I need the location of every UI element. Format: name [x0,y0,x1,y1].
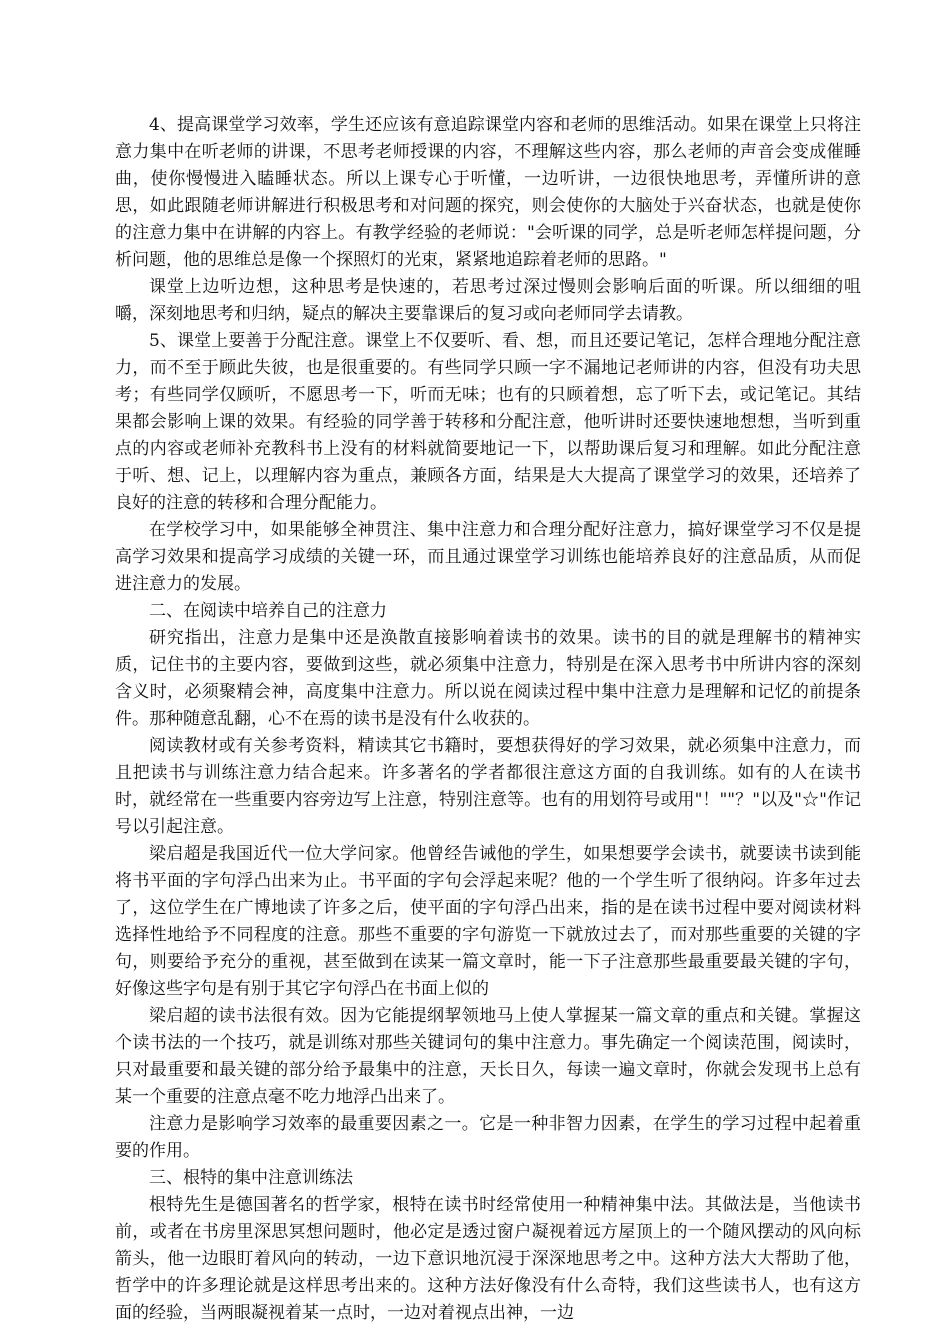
paragraph-5-distribute-attention: 5、课堂上要善于分配注意。课堂上不仅要听、看、想，而且还要记笔记，怎样合理地分配注意力，而不至于顾此失彼，也是很重要的。有些同学只顾一字不漏地记老师讲的内容，但没有功夫思考；有些同学仅顾听，不愿思考一下，听而无味；也有的只顾着想，忘了听下去，或记笔记。其结果都会影响上课的效果。有经验的同学善于转移和分配注意，他听讲时还要快速地想想，当听到重点的内容或老师补充教科书上没有的材料就简要地记一下，以帮助课后复习和理解。如此分配注意于听、想、记上，以理解内容为重点，兼顾各方面，结果是大大提高了课堂学习的效果，还培养了良好的注意的转移和合理分配能力。 [115,331,861,513]
paragraph-gent-method: 根特先生是德国著名的哲学家，根特在读书时经常使用一种精神集中法。其做法是，当他读书前，或者在书房里深思冥想问题时，他必定是透过窗户凝视着远方屋顶上的一个随风摆动的风向标箭头，他一边眼盯着风向的转动，一边下意识地沉浸于深深地思考之中。这种方法大大帮助了他，哲学中的许多理论就是这样思考出来的。这种方法好像没有什么奇特，我们这些读书人，也有这方面的经验，当两眼凝视着某一点时，一边对着视点出神，一边 [115,1195,861,1323]
section-heading-gent-training: 三、根特的集中注意训练法 [149,1168,353,1188]
paragraph-school-learning: 在学校学习中，如果能够全神贯注、集中注意力和合理分配好注意力，搞好课堂学习不仅是提高学习效果和提高学习成绩的关键一环，而且通过课堂学习训练也能培养良好的注意品质，从而促进注意力的发展。 [115,520,861,594]
paragraph-liang-qichao: 梁启超是我国近代一位大学问家。他曾经告诫他的学生，如果想要学会读书，就要读书读到能将书平面的字句浮凸出来为止。书平面的字句会浮起来呢？他的一个学生听了很纳闷。许多年过去了，这位学生在广博地读了许多之后，使平面的字句浮凸出来，指的是在读书过程中要对阅读材料选择性地给予不同程度的注意。那些不重要的字句游览一下就放过去了，而对那些重要的关键的字句，则要给予充分的重视，甚至做到在读某一篇文章时，能一下子注意那些最重要最关键的字句，好像这些字句是有别于其它字句浮凸在书面上似的 [115,844,861,999]
paragraph-attention-factor: 注意力是影响学习效率的最重要因素之一。它是一种非智力因素，在学生的学习过程中起着重要的作用。 [115,1114,861,1161]
paragraph-liang-method: 梁启超的读书法很有效。因为它能提纲挈领地马上使人掌握某一篇文章的重点和关键。掌握这个读书法的一个技巧，就是训练对那些关键词句的集中注意力。事先确定一个阅读范围，阅读时，只对最重要和最关键的部分给予最集中的注意，天长日久，每读一遍文章时，你就会发现书上总有某一个重要的注意点毫不吃力地浮凸出来了。 [115,1006,861,1107]
paragraph-4-classroom-efficiency: 4、提高课堂学习效率，学生还应该有意追踪课堂内容和老师的思维活动。如果在课堂上只将注意力集中在听老师的讲课，不思考老师授课的内容，不理解这些内容，那么老师的声音会变成催睡曲，使你慢慢进入瞌睡状态。所以上课专心于听懂，一边听讲，一边很快地思考，弄懂所讲的意思，如此跟随老师讲解进行积极思考和对问题的探究，则会使你的大脑处于兴奋状态，也就是使你的注意力集中在讲解的内容上。有教学经验的老师说："会听课的同学，总是听老师怎样提问题，分析问题，他的思维总是像一个探照灯的光束，紧紧地追踪着老师的思路。" [115,115,861,270]
section-heading-reading: 二、在阅读中培养自己的注意力 [149,601,387,621]
paragraph-listen-and-think: 课堂上边听边想，这种思考是快速的，若思考过深过慢则会影响后面的听课。所以细细的咀嚼，深刻地思考和归纳，疑点的解决主要靠课后的复习或向老师同学去请教。 [115,277,861,324]
document-body [115,112,861,1327]
paragraph-textbook-reading: 阅读教材或有关参考资料，精读其它书籍时，要想获得好的学习效果，就必须集中注意力，而且把读书与训练注意力结合起来。许多著名的学者都很注意这方面的自我训练。如有的人在读书时，就经常在一些重要内容旁边写上注意，特别注意等。也有的用划符号或用"！""？"以及"☆"作记号以引起注意。 [115,736,861,837]
paragraph-research-reading: 研究指出，注意力是集中还是涣散直接影响着读书的效果。读书的目的就是理解书的精神实质，记住书的主要内容，要做到这些，就必须集中注意力，特别是在深入思考书中所讲内容的深刻含义时，必须聚精会神，高度集中注意力。所以说在阅读过程中集中注意力是理解和记忆的前提条件。那种随意乱翻，心不在焉的读书是没有什么收获的。 [115,628,861,729]
